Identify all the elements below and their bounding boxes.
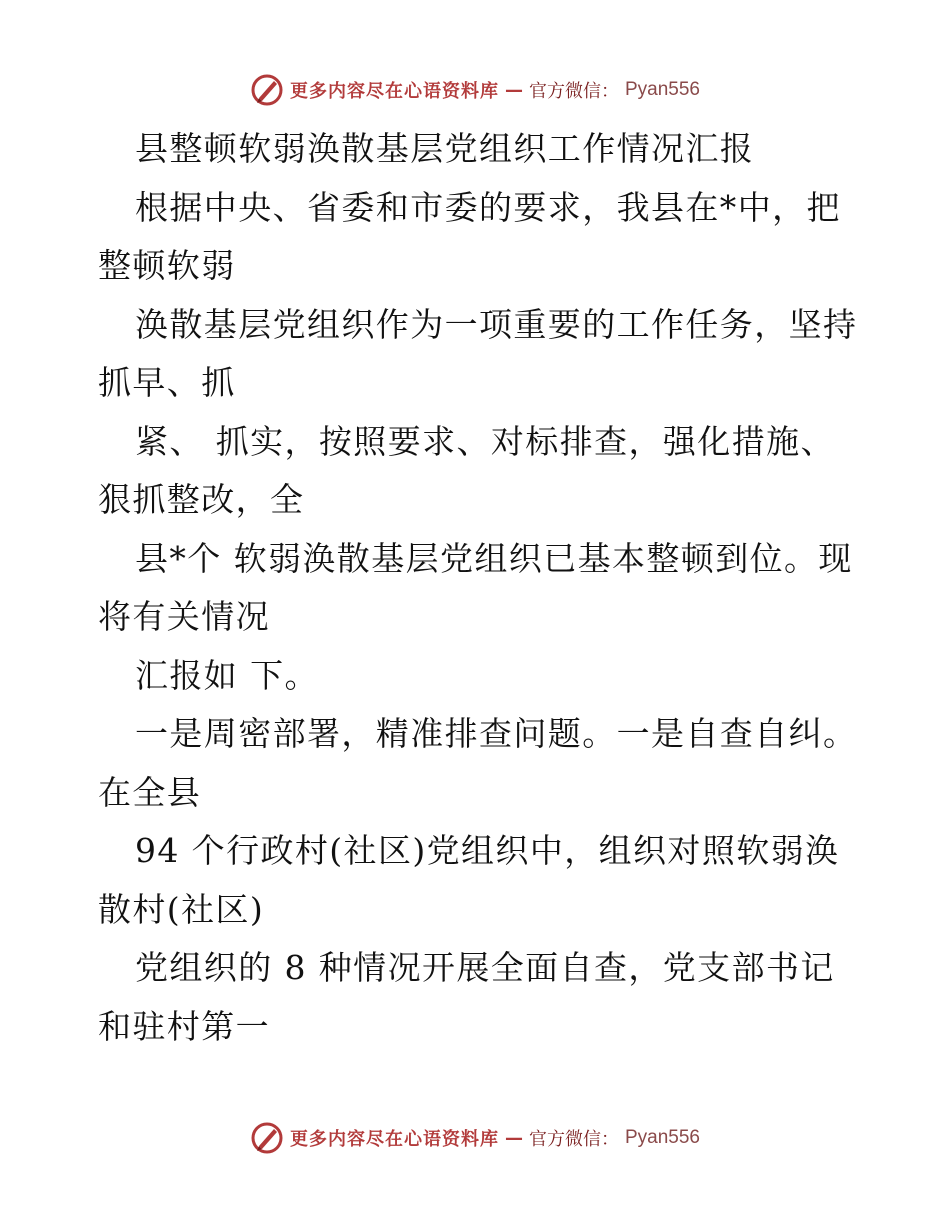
document-title: 县整顿软弱涣散基层党组织工作情况汇报 [135, 129, 755, 168]
pen-logo-icon [250, 73, 284, 107]
paragraph-line: 紧、 抓实，按照要求、对标排查，强化措施、 [135, 421, 835, 461]
paragraph-line: 将有关情况 [98, 597, 270, 636]
paragraph-line: 和驻村第一 [98, 1006, 270, 1046]
paragraph-line: 党组织的 8 种情况开展全面自查，党支部书记 [135, 948, 835, 987]
paragraph-line: 汇报如 下。 [135, 655, 319, 695]
banner-text: 更多内容尽在心语资料库 [289, 1129, 499, 1150]
paragraph-line: 整顿软弱 [98, 246, 236, 285]
banner-wechat-id: Pyan556 [624, 79, 700, 100]
paragraph-line: 在全县 [98, 772, 202, 812]
document-body [98, 120, 858, 1056]
footer-watermark-banner [0, 1118, 950, 1158]
paragraph-line: 一是周密部署，精准排查问题。一是自查自纠。 [135, 714, 858, 753]
banner-wechat-label: 官方微信： [528, 81, 619, 102]
paragraph-line: 散村(社区) [98, 889, 265, 929]
banner-dash: — [504, 1127, 523, 1149]
paragraph-line: 县*个 软弱涣散基层党组织已基本整顿到位。现 [135, 538, 853, 578]
paragraph-line: 根据中央、省委和市委的要求，我县在*中，把 [135, 187, 841, 227]
paragraph-line: 94 个行政村(社区)党组织中，组织对照软弱涣 [135, 831, 840, 870]
banner-dash: — [504, 79, 523, 101]
pen-logo-icon [250, 1121, 284, 1155]
header-watermark-banner [0, 70, 950, 110]
paragraph-line: 涣散基层党组织作为一项重要的工作任务，坚持 [135, 304, 858, 344]
paragraph-line: 狠抓整改，全 [98, 480, 305, 519]
banner-wechat-label: 官方微信： [528, 1129, 619, 1150]
paragraph-line: 抓早、抓 [98, 363, 236, 402]
banner-text: 更多内容尽在心语资料库 [289, 81, 499, 102]
banner-wechat-id: Pyan556 [624, 1127, 700, 1148]
